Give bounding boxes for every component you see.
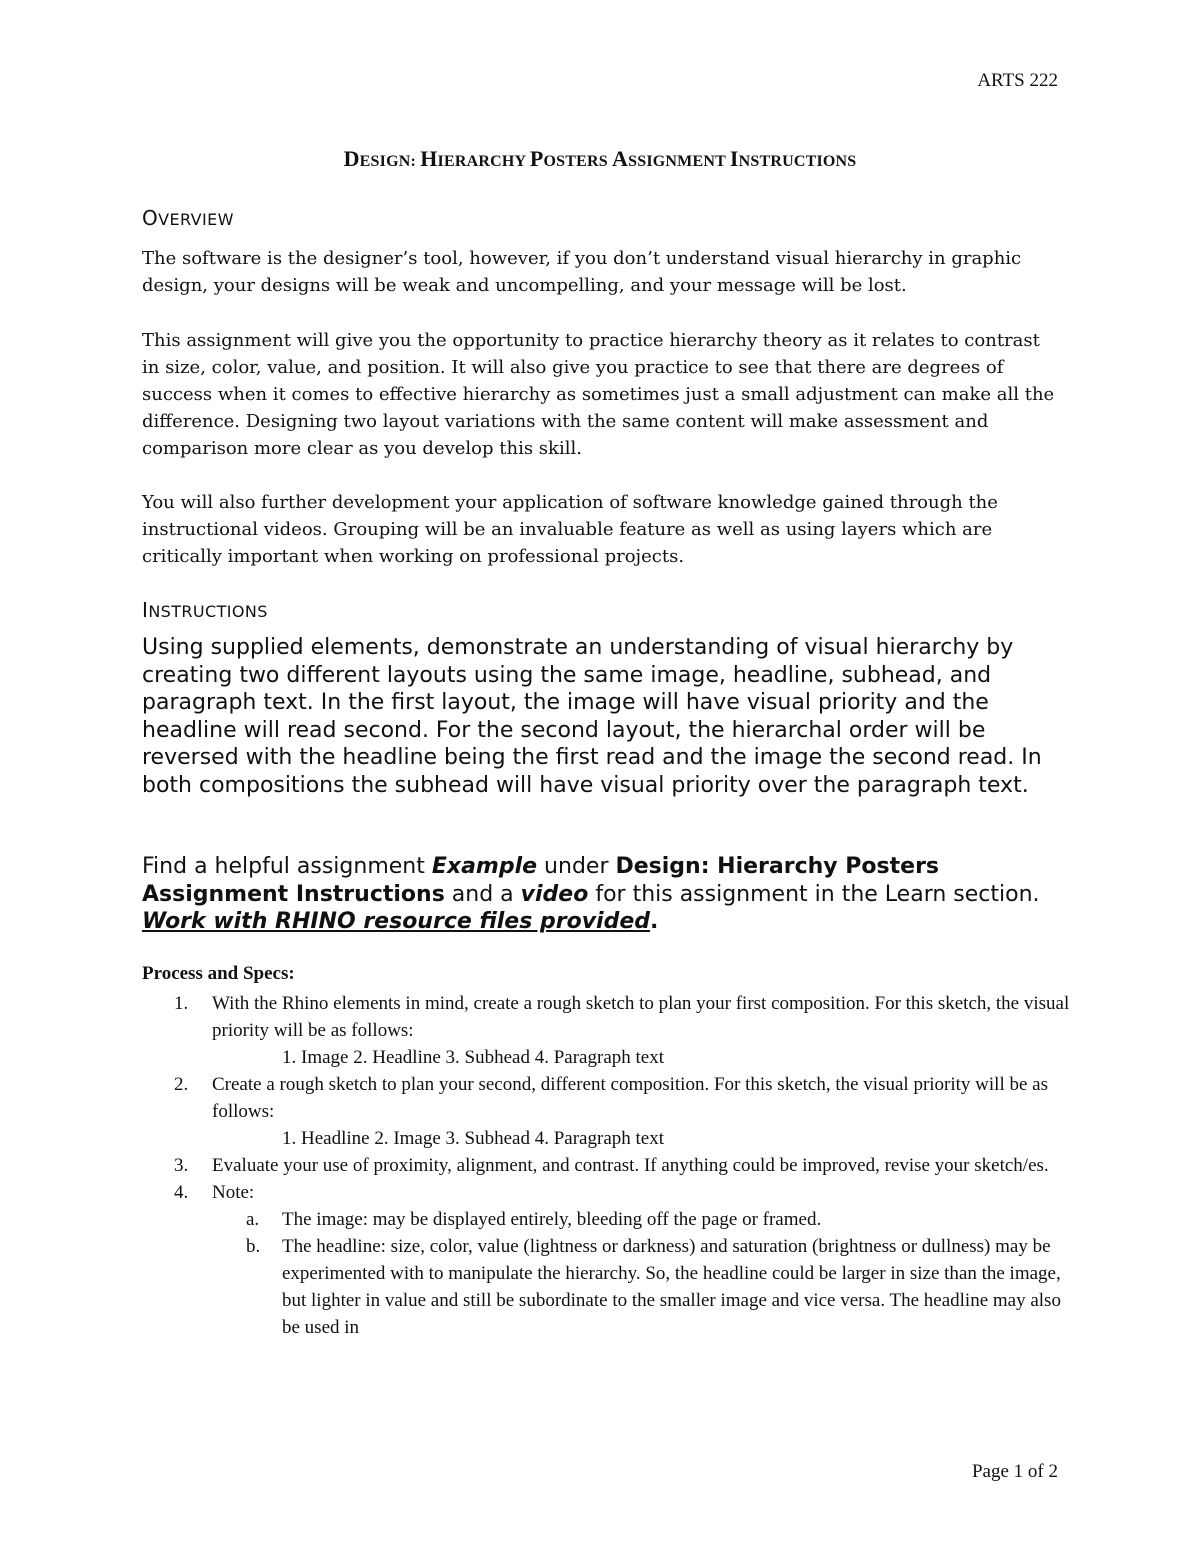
title-cap: I [729, 146, 739, 171]
instructions-heading-cap: I [142, 598, 149, 622]
instructions-find [142, 853, 1072, 936]
list-item [142, 1071, 1072, 1125]
find-text: for this assignment in the Learn section. [588, 881, 1040, 907]
list-number: 4. [174, 1182, 189, 1203]
page-number: Page 1 of 2 [971, 1461, 1058, 1482]
instructions-heading-rest: NSTRUCTIONS [148, 602, 268, 621]
find-text: and a [444, 881, 521, 907]
list-number: 1. [174, 993, 189, 1014]
title-cap: A [612, 146, 629, 171]
title-rest: SSIGNMENT [628, 153, 730, 170]
title-cap: D [343, 146, 360, 171]
priority-order: 1. Headline 2. Image 3. Subhead 4. Paragraph text [282, 1128, 664, 1149]
document-title [0, 146, 1200, 172]
title-rest: NSTRUCTIONS [738, 153, 857, 170]
title-cap: P [529, 146, 544, 171]
rhino-resource-link[interactable]: Work with RHINO resource files provided [142, 909, 650, 934]
find-end: . [650, 909, 659, 934]
overview-heading-rest: VERVIEW [158, 210, 234, 229]
course-code: ARTS 222 [977, 70, 1058, 91]
note-item [142, 1206, 1072, 1233]
list-item [142, 1179, 1072, 1206]
priority-order: 1. Image 2. Headline 3. Subhead 4. Paragraph text [282, 1047, 664, 1068]
instructions-heading [142, 598, 268, 622]
list-text: Evaluate your use of proximity, alignment, and contrast. If anything could be improved, revise your sketch/es. [212, 1155, 1049, 1176]
list-number: 3. [174, 1155, 189, 1176]
example-link-text: Example [431, 854, 538, 879]
list-text: Create a rough sketch to plan your second, different composition. For this sketch, the visual priority will be as follows: [212, 1074, 1048, 1122]
note-text: The image: may be displayed entirely, bleeding off the page or framed. [282, 1209, 822, 1230]
title-rest: OSTERS [543, 153, 613, 170]
note-item [142, 1233, 1072, 1341]
list-item [142, 990, 1072, 1044]
video-text: video [520, 881, 589, 907]
overview-paragraph-1: The software is the designer’s tool, however, if you don’t understand visual hierarchy in graphic design, your designs will be weak and uncompelling, and your message will be lost. [142, 248, 1022, 296]
process-heading: Process and Specs: [142, 963, 295, 984]
list-text: With the Rhino elements in mind, create a rough sketch to plan your first composition. For this sketch, the visual priority will be as follows: [212, 993, 1070, 1041]
process-list [142, 990, 1072, 1341]
overview-paragraph-3: You will also further development your application of software knowledge gained through the instructional videos. Grouping will be an invaluable feature as well as using layers which are critically important when working on professional projects. [142, 492, 998, 567]
instructions-main: Using supplied elements, demonstrate an understanding of visual hierarchy by creating two different layouts using the same image, headline, subhead, and paragraph text. In the first layout, the image will have visual priority and the headline will read second. For the second layout, the hierarchal order will be reversed with the headline being the first read and the image the second read. In both compositions the subhead will have visual priority over the paragraph text. [142, 635, 1042, 798]
list-number: 2. [174, 1074, 189, 1095]
title-cap: H [420, 146, 438, 171]
find-text: Find a helpful assignment [142, 854, 432, 879]
title-rest: IERARCHY [437, 153, 530, 170]
title-rest: ESIGN: [359, 153, 421, 170]
note-letter: b. [246, 1236, 261, 1257]
overview-heading [142, 206, 234, 230]
note-letter: a. [246, 1209, 260, 1230]
overview-heading-cap: O [142, 206, 159, 230]
note-text: The headline: size, color, value (lightness or darkness) and saturation (brightness or dullness) may be experimented with to manipulate the hierarchy. So, the headline could be larger in size than the image, but lighter in value and still be subordinate to the smaller image and vice versa. The headline may also be used in [282, 1236, 1061, 1338]
overview-paragraph-2: This assignment will give you the opportunity to practice hierarchy theory as it relates to contrast in size, color, value, and position. It will also give you practice to see that there are degrees of success when it comes to effective hierarchy as sometimes just a small adjustment can make all the difference. Designing two layout variations with the same content will make assessment and comparison more clear as you develop this skill. [142, 330, 1055, 459]
list-text: Note: [212, 1182, 255, 1203]
find-text: under [537, 854, 616, 879]
assignment-name: Design: Hierarchy Posters Assignment Instructions [142, 854, 940, 907]
list-item [142, 1152, 1072, 1179]
